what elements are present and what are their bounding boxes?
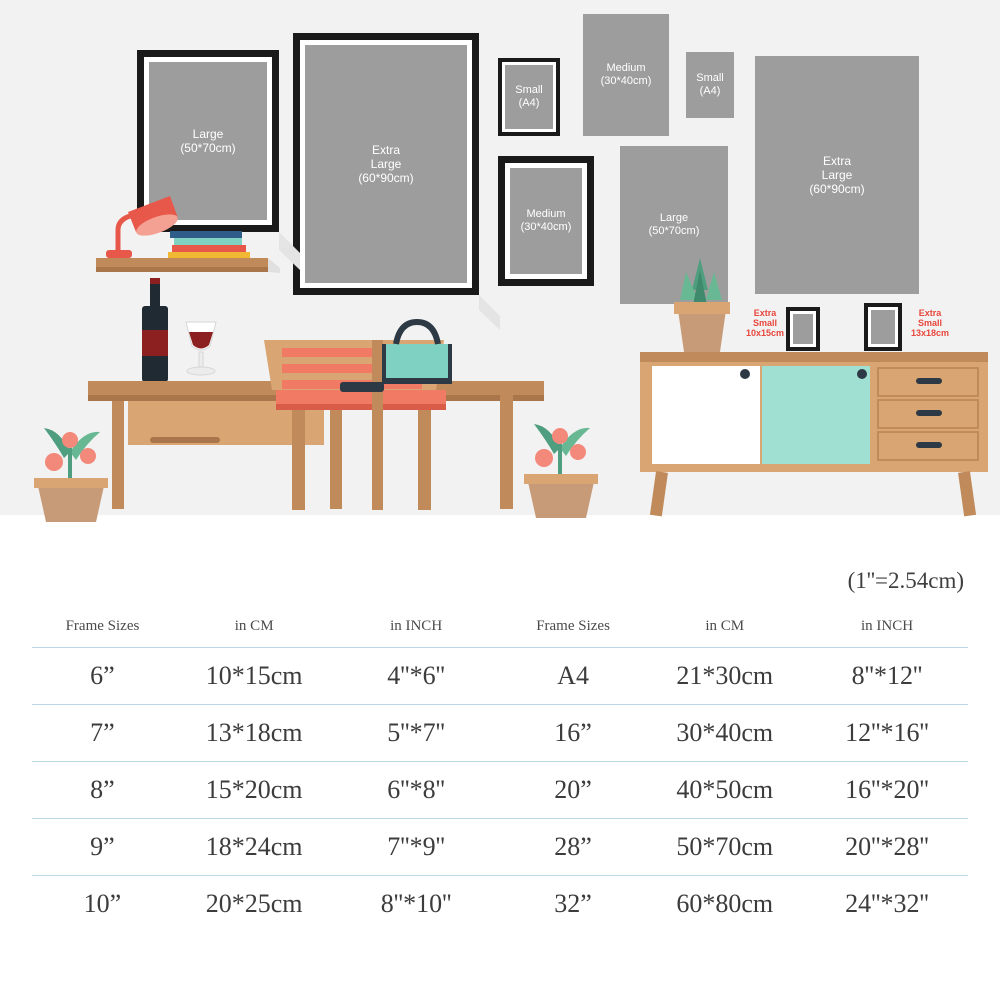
frame-label: Extra Large (60*90cm) [809,154,865,196]
cell-size-right: 20” [503,762,644,819]
frame-label: Medium (30*40cm) [600,62,652,87]
size-conversion-section [0,540,1000,1000]
cell-inch-right: 12''*16'' [806,705,968,762]
cell-inch-left: 8''*10'' [380,889,452,918]
cell-cm-right: 40*50cm [644,762,807,819]
cell-size-right: 32” [554,889,592,918]
cell-size-right: 16” [503,705,644,762]
frame-label: Large (50*70cm) [648,212,700,237]
cell-cm-right: 60*80cm [676,889,774,918]
table-row [32,762,968,819]
cell-size-right: 28” [503,819,644,876]
cell-size-left: 7” [32,705,173,762]
col-header-frame-sizes-right: Frame Sizes [503,608,644,648]
cell-cm-left: 10*15cm [173,648,336,705]
col-header-inch-left: in INCH [335,608,496,648]
cell-cm-right: 50*70cm [644,819,807,876]
cell-size-left: 10” [83,889,122,918]
table-row [32,819,968,876]
extra-small-right-label: Extra Small 13x18cm [910,308,950,338]
cell-inch-right: 16''*20'' [806,762,968,819]
cell-cm-left: 13*18cm [173,705,336,762]
extra-small-left-label: Extra Small 10x15cm [745,308,785,338]
col-header-frame-sizes-left: Frame Sizes [32,608,173,648]
cell-inch-right: 24''*32'' [845,889,929,918]
cell-cm-right: 21*30cm [644,648,807,705]
cell-cm-left: 18*24cm [173,819,336,876]
table-row [32,876,968,933]
cell-inch-left: 7''*9'' [335,819,496,876]
cell-inch-left: 5''*7'' [335,705,496,762]
col-header-cm-right: in CM [644,608,807,648]
table-row [32,705,968,762]
cell-cm-left: 20*25cm [205,889,303,918]
table-header-row [32,608,968,648]
frame-label: Small (A4) [515,84,543,109]
cell-inch-right: 20''*28'' [806,819,968,876]
cell-size-left: 6” [32,648,173,705]
table-row [32,648,968,705]
frame-label: Medium (30*40cm) [520,208,572,233]
frame-label: Small (A4) [696,72,724,97]
frame-label: Extra Large (60*90cm) [358,143,414,185]
cell-size-right: A4 [503,648,644,705]
col-header-cm-left: in CM [173,608,336,648]
cell-cm-left: 15*20cm [173,762,336,819]
frame-size-table [32,608,968,932]
col-header-inch-right: in INCH [806,608,968,648]
cell-inch-left: 6''*8'' [335,762,496,819]
cell-size-left: 8” [32,762,173,819]
cell-inch-right: 8''*12'' [806,648,968,705]
cell-size-left: 9” [32,819,173,876]
frame-label: Large (50*70cm) [180,127,236,155]
conversion-note: (1''=2.54cm) [847,568,964,593]
cell-inch-left: 4''*6'' [335,648,496,705]
cell-cm-right: 30*40cm [644,705,807,762]
